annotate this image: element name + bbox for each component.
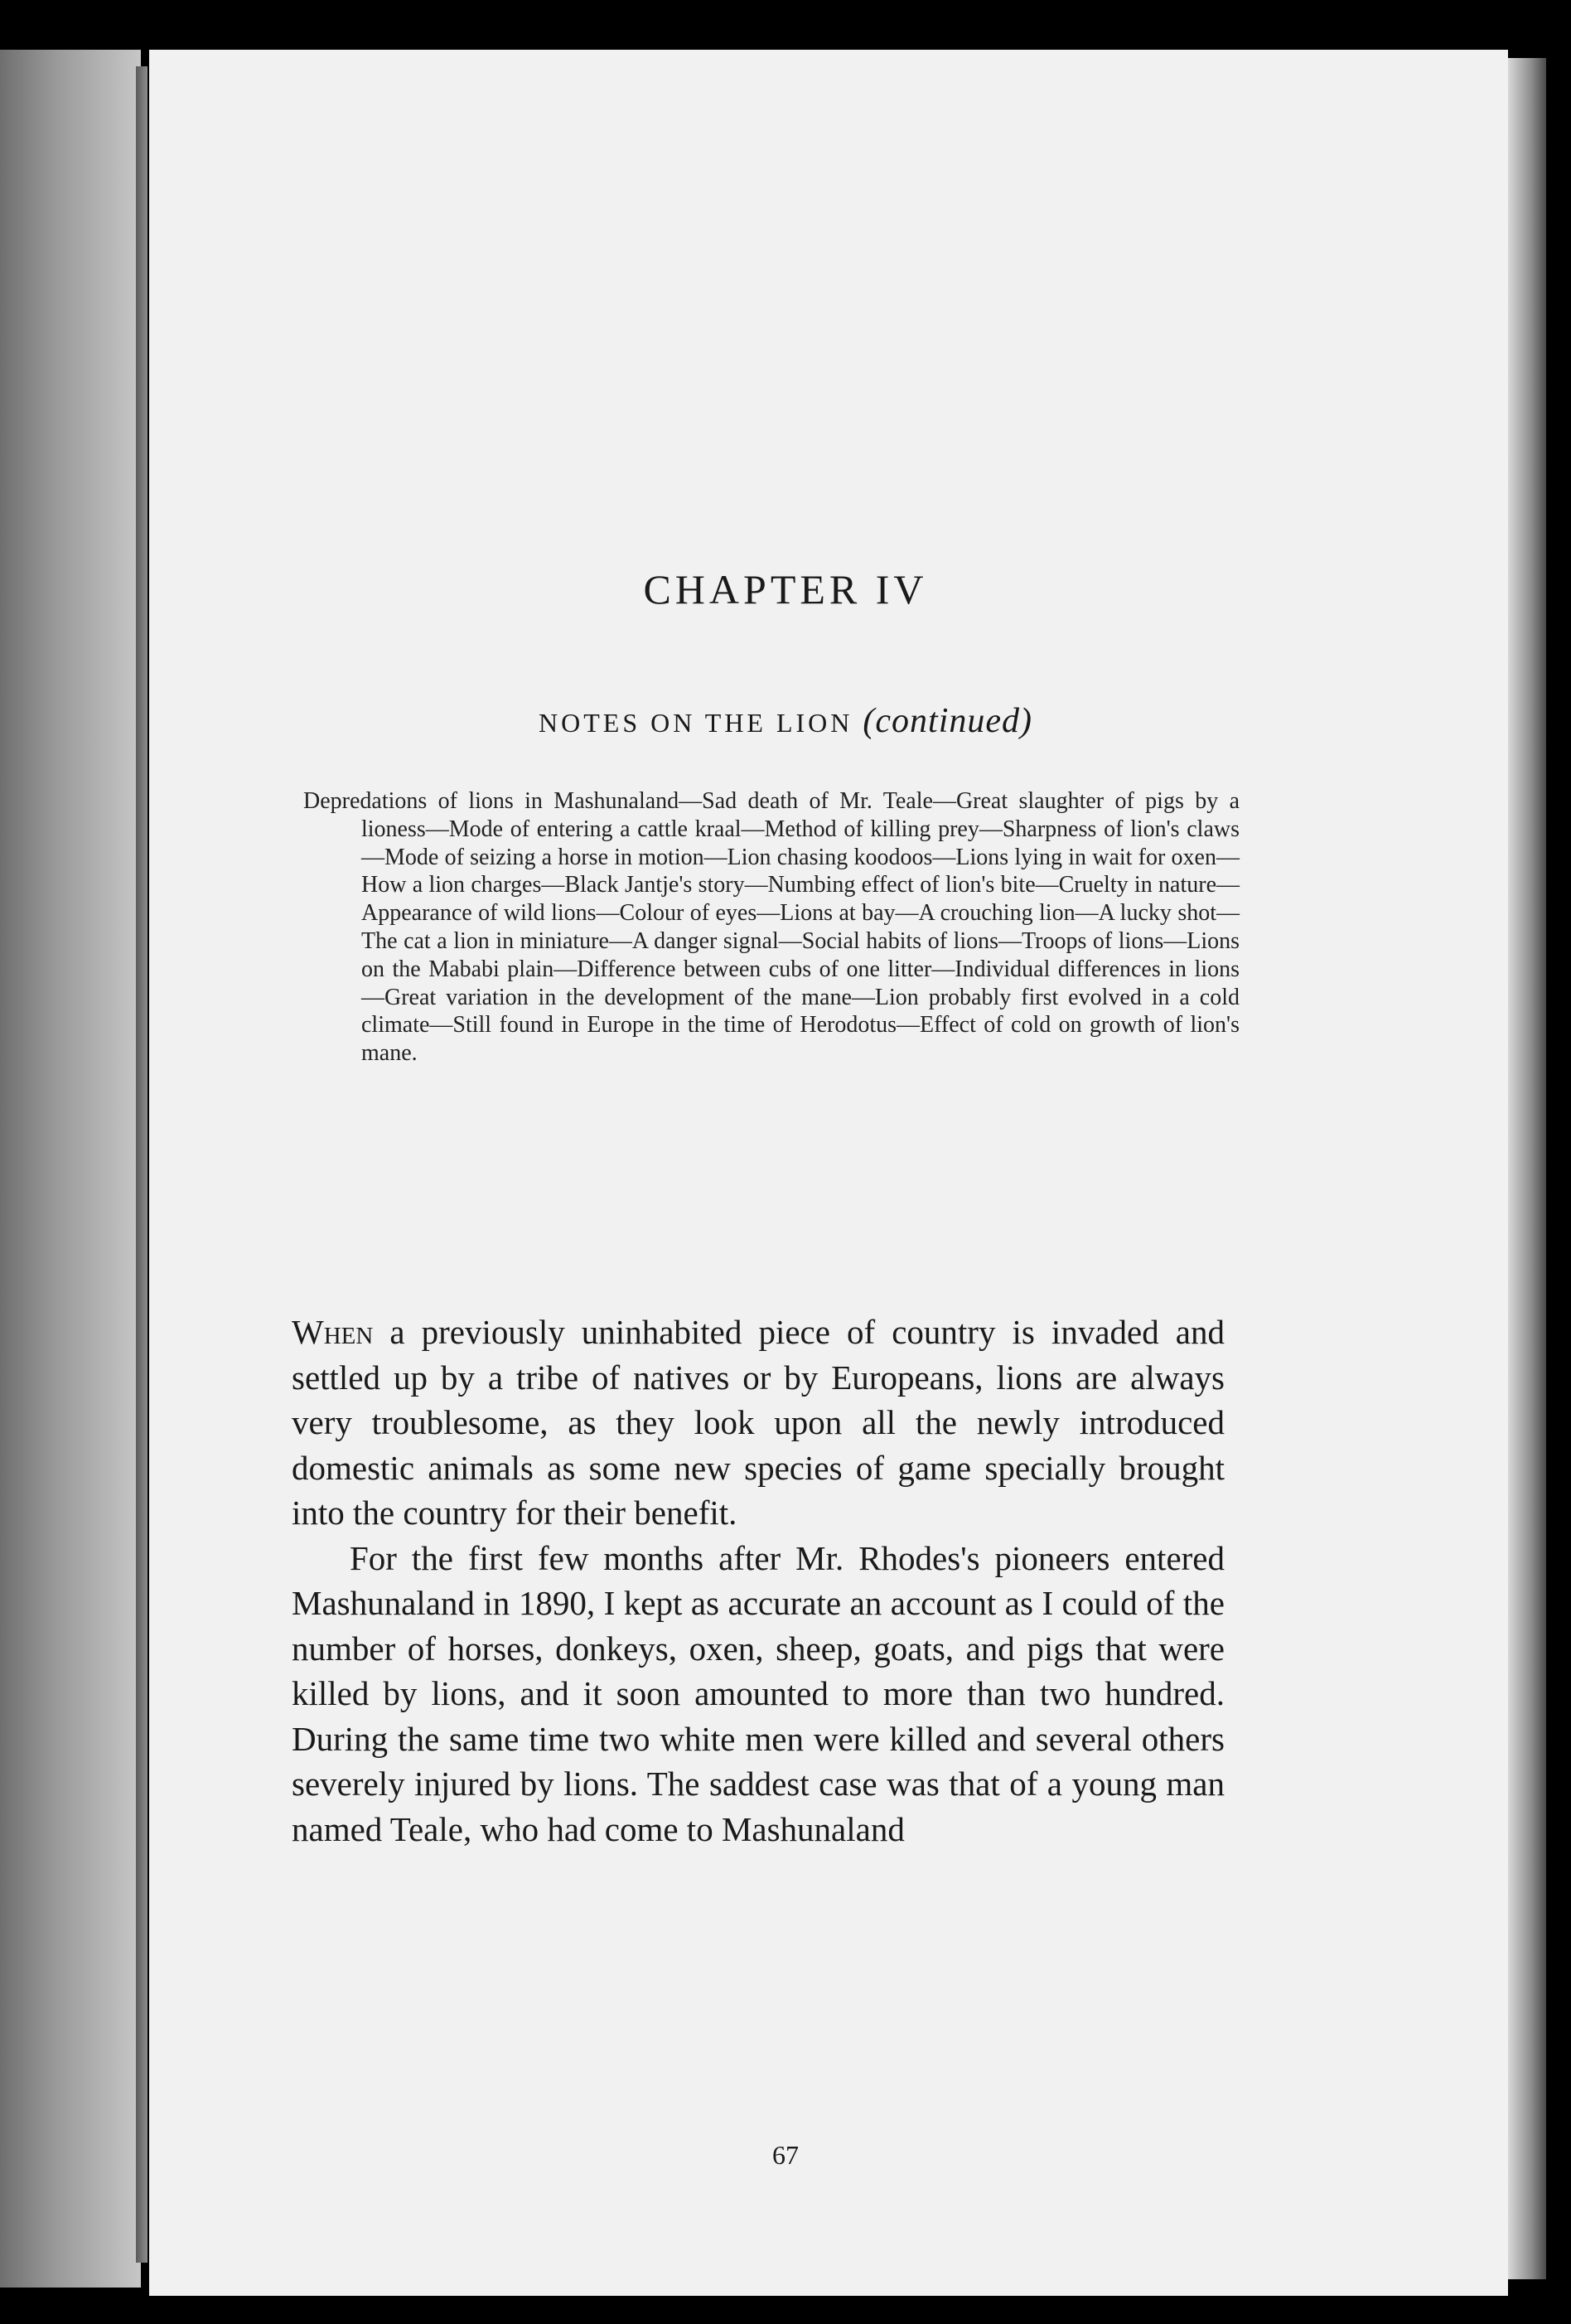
lead-word: When xyxy=(292,1313,374,1351)
page-number: 67 xyxy=(772,2140,799,2170)
subtitle-text: NOTES ON THE LION xyxy=(539,708,853,738)
left-page-edge xyxy=(0,50,141,2288)
body-text xyxy=(292,1310,1225,1852)
chapter-summary: Depredations of lions in Mashunaland—Sad death of Mr. Teale—Great slaughter of pigs by a lioness—Mode of entering a cattle kraal—Method of killing prey—Sharpness of lion's claws—Mode of seizing a horse in motion—Lion chasing koodoos—Lions lying in wait for oxen—How a lion charges—Black Jantje's story—Numbing effect of lion's bite—Cruelty in nature—Appearance of wild lions—Colour of eyes—Lions at bay—A crouching lion—A lucky shot—The cat a lion in miniature—A danger signal—Social habits of lions—Troops of lions—Lions on the Mababi plain—Difference between cubs of one litter—Individual differences in lions—Great variation in the development of the mane—Lion probably first evolved in a cold climate—Still found in Europe in the time of Herodotus—Effect of cold on growth of lion's mane. xyxy=(303,788,1240,1067)
book-page xyxy=(149,50,1508,2296)
subtitle-continued: (continued) xyxy=(863,702,1032,740)
book-gutter xyxy=(136,66,147,2263)
paragraph-1-text: a previously uninhabited piece of country is invaded and settled up by a tribe of natives or by Europeans, lions are always very troublesome, as they look upon all the newly introduced domestic animals as some new species of game specially brought into the country for their benefit. xyxy=(292,1313,1225,1532)
paragraph-1 xyxy=(292,1310,1225,1536)
right-page-edge xyxy=(1508,58,1546,2279)
paragraph-2: For the first few months after Mr. Rhodes's pioneers entered Mashunaland in 1890, I kept as accurate an account as I could of the number of horses, donkeys, oxen, sheep, goats, and pigs that were killed by lions, and it soon amounted to more than two hundred. During the same time two white men were killed and several others severely injured by lions. The saddest case was that of a young man named Teale, who had come to Mashunaland xyxy=(292,1538,1225,1848)
chapter-subtitle xyxy=(0,701,1571,741)
chapter-title: CHAPTER IV xyxy=(643,566,928,612)
